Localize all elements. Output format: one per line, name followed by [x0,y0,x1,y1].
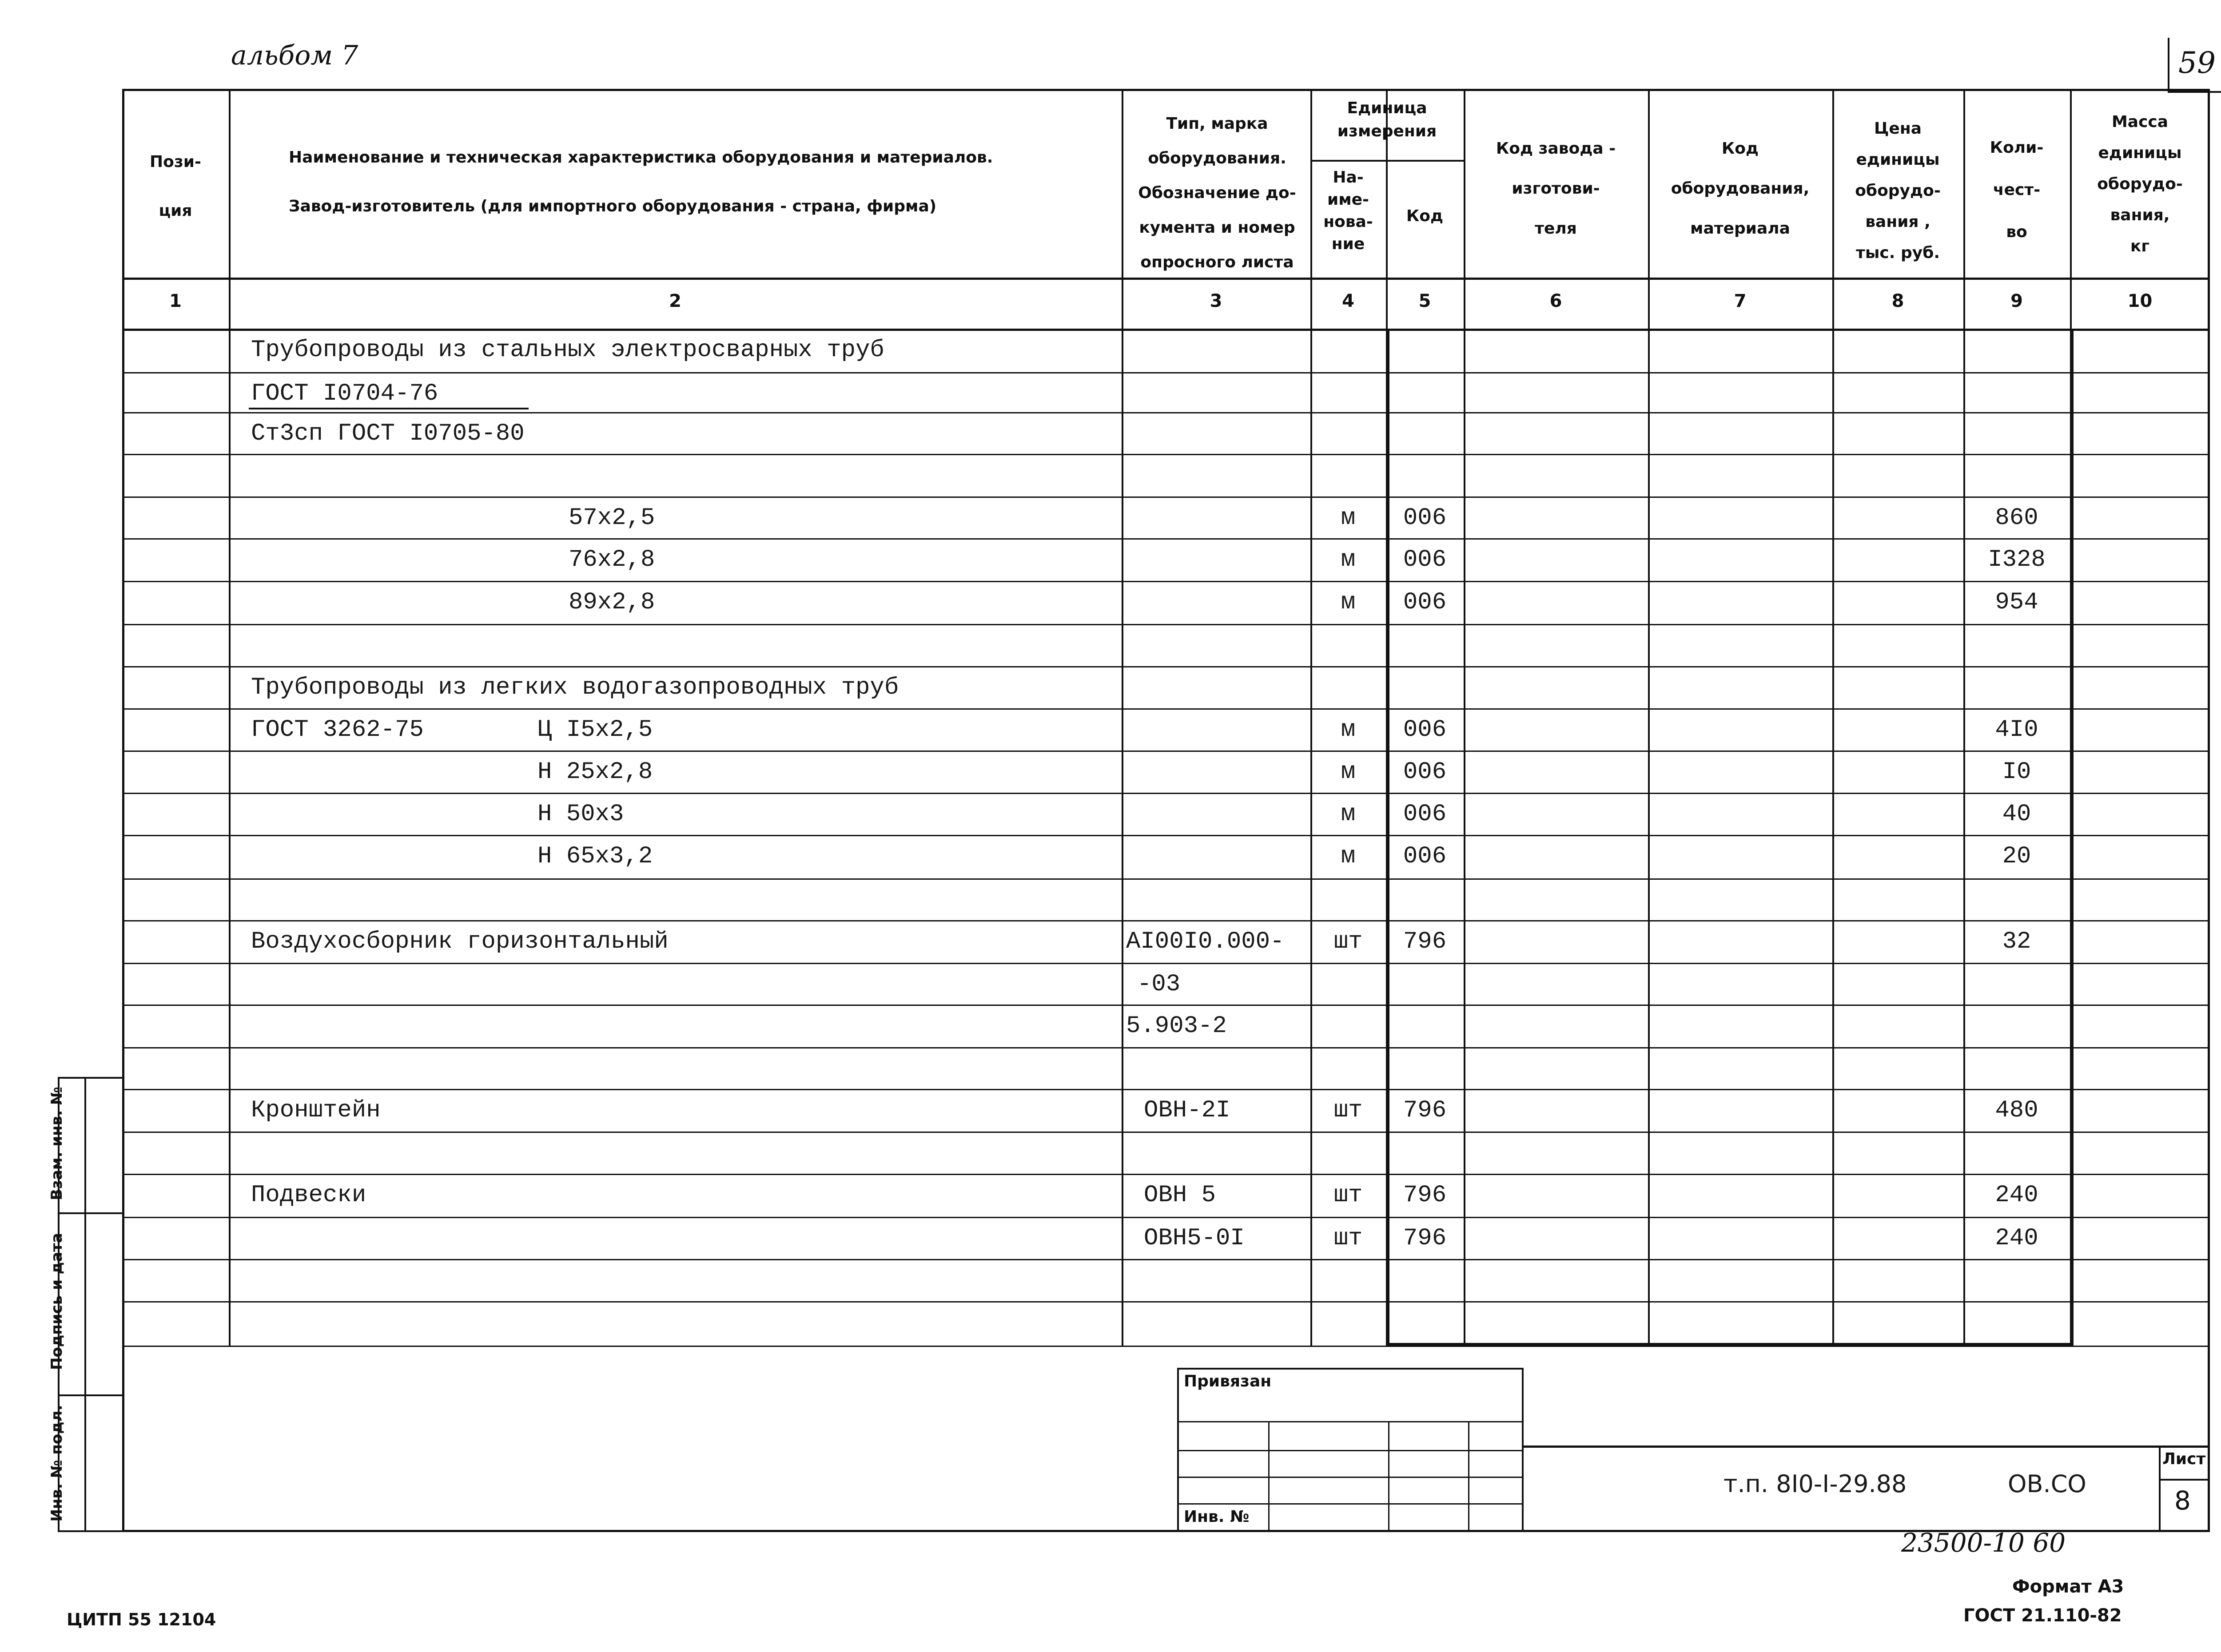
column-number: 8 [1891,291,1904,311]
row-name-size: Ц I5x2,5 [537,716,653,743]
footer-left: ЦИТП 55 12104 [67,1610,216,1629]
header-position-line: Пози- [150,153,201,171]
row-type: ОВН5-0I [1144,1225,1245,1252]
header-mass-line: вания, [2110,206,2170,224]
header-type-line: Обозначение до- [1138,184,1296,202]
format-label: Формат А3 [2012,1577,2124,1597]
album-label: альбом 7 [231,40,358,71]
column-number: 2 [669,291,681,311]
row-divider [122,1047,2210,1048]
handwritten-number: 23500-10 60 [1901,1528,2066,1558]
row-quantity: 40 [2002,801,2031,828]
row-unit: м [1341,843,1356,870]
side-label-inv: Инв. № подл. [48,1405,66,1522]
header-mass-line: оборудо- [2097,175,2183,193]
privyazan-label: Привязан [1184,1372,1272,1390]
row-unit: шт [1333,1097,1363,1124]
row-unit: м [1341,758,1356,786]
row-unit-code: 796 [1403,1182,1447,1209]
row-quantity: 954 [1995,589,2038,616]
header-quantity [1963,127,2070,253]
header-type-line: опросного листа [1140,253,1294,271]
row-divider [122,920,2210,921]
header-equipment-code-line: материала [1690,219,1790,238]
row-quantity: I0 [2002,758,2031,786]
row-divider [122,454,2210,455]
row-divider [122,1259,2210,1260]
header-mass-line: кг [2130,237,2150,255]
header-type-line: кумента и номер [1139,218,1295,237]
header-unit-name [1310,167,1386,255]
row-quantity: 32 [2002,928,2031,955]
row-unit-code: 006 [1403,546,1447,573]
header-unit-name-line: На- [1333,168,1364,187]
header-position [122,138,229,235]
gost-label: ГОСТ 21.110-82 [1963,1605,2122,1626]
row-unit: шт [1333,928,1363,955]
row-divider [122,581,2210,582]
header-name-line: Завод-изготовитель (для импортного оборудования - страна, фирма) [289,197,937,215]
row-name-size: Н 65x3,2 [537,843,653,870]
row-unit-code: 006 [1403,716,1447,743]
thick-bottom [1386,1343,2074,1346]
header-type-line: Тип, марка [1166,115,1268,133]
header-position-line: ция [159,202,192,220]
side-label-signature: Подпись и дата [48,1233,66,1370]
number-row-divider [122,329,2210,331]
row-type: АI00I0.000- [1126,928,1285,955]
header-name-line: Наименование и техническая характеристика оборудования и материалов. [289,148,993,167]
row-unit-code: 006 [1403,589,1447,616]
row-divider [122,624,2210,625]
header-type [1126,107,1308,280]
row-unit-code: 006 [1403,843,1447,870]
row-name: 57x2,5 [569,504,655,532]
row-name: Воздухосборник горизонтальный [251,928,669,955]
row-name: 76x2,8 [569,546,655,573]
row-name-size: Н 50x3 [537,801,624,828]
header-unit-name-line: нова- [1323,213,1373,231]
header-price-line: тыс. руб. [1855,244,1940,262]
row-quantity: 240 [1995,1182,2038,1209]
row-name-size: Н 25x2,8 [537,758,653,786]
header-quantity-line: Коли- [1990,139,2044,157]
inv-no-label: Инв. № [1184,1508,1250,1526]
row-divider [122,1301,2210,1303]
row-divider [122,496,2210,498]
row-unit-code: 796 [1403,1097,1447,1124]
row-divider [122,878,2210,880]
row-divider [122,963,2210,964]
row-quantity: 860 [1995,504,2038,532]
page-number: 59 [2178,46,2216,80]
row-name: ГОСТ 3262-75 [251,716,424,743]
column-number: 10 [2127,291,2153,311]
sheet-number: 8 [2174,1485,2191,1516]
column-number: 4 [1342,291,1354,311]
row-unit-code: 796 [1403,1225,1447,1252]
row-type: ОВН 5 [1144,1182,1216,1209]
row-divider [122,538,2210,540]
row-quantity: 4I0 [1995,716,2038,743]
sheet-label: Лист [2162,1450,2206,1468]
column-number: 3 [1210,291,1222,311]
row-unit: м [1341,589,1356,616]
document-mark: ОВ.СО [2008,1470,2086,1498]
row-divider [122,835,2210,836]
row-unit: шт [1333,1225,1363,1252]
column-number: 7 [1734,291,1747,311]
header-mass-line: Масса [2111,113,2169,131]
title-underline [249,408,529,409]
row-name: Ст3сп ГОСТ I0705-80 [251,420,525,447]
row-name: ГОСТ I0704-76 [251,380,438,407]
row-divider [122,1089,2210,1090]
header-unit [1310,97,1464,143]
row-divider [122,1174,2210,1175]
row-unit: шт [1333,1182,1363,1209]
row-quantity: 20 [2002,843,2031,870]
row-divider [122,372,2210,373]
row-divider [122,1132,2210,1133]
thick-right [2070,329,2074,1346]
header-quantity-line: чест- [1993,181,2041,199]
header-price [1832,113,1963,269]
header-equipment-code [1648,129,1832,249]
row-name: 89x2,8 [569,589,655,616]
column-number: 6 [1549,291,1562,311]
column-number: 5 [1418,291,1431,311]
row-divider [122,708,2210,710]
column-number: 1 [169,291,182,311]
row-unit: м [1341,546,1356,573]
row-unit: м [1341,504,1356,532]
row-unit-code: 796 [1403,928,1447,955]
header-unit-name-line: име- [1327,191,1369,209]
row-quantity: 240 [1995,1225,2038,1252]
row-divider [122,666,2210,667]
row-quantity: I328 [1988,546,2046,573]
row-divider [122,1217,2210,1218]
header-mass [2070,107,2210,262]
header-price-line: Цена [1874,119,1922,138]
header-price-line: оборудо- [1855,182,1941,200]
header-equipment-code-line: оборудования, [1671,179,1810,198]
row-type: -03 [1137,971,1181,998]
header-name [289,133,1119,231]
document-code: т.п. 8I0-I-29.88 [1723,1470,1907,1498]
row-name: Подвески [251,1182,366,1209]
header-type-line: оборудования. [1148,149,1286,167]
row-quantity: 480 [1995,1097,2038,1124]
row-name: Трубопроводы из легких водогазопроводных труб [251,674,899,701]
row-divider [122,793,2210,794]
header-unit-line: измерения [1337,122,1437,140]
row-unit-code: 006 [1403,801,1447,828]
header-unit-name-line: ние [1331,235,1365,253]
header-price-line: единицы [1856,151,1940,169]
header-factory-code-line: Код завода - [1496,139,1616,158]
row-unit-code: 006 [1403,758,1447,786]
row-divider [122,1005,2210,1006]
unit-subdivider [1310,160,1464,162]
header-unit-code [1386,202,1464,230]
row-divider [122,751,2210,752]
column-number: 9 [2010,291,2023,311]
header-unit-code-line: Код [1406,207,1444,225]
header-factory-code-line: изготови- [1512,179,1600,198]
header-equipment-code-line: Код [1721,139,1759,158]
header-factory-code-line: теля [1535,219,1577,238]
header-unit-line: Единица [1347,99,1427,117]
side-label-vzam: Взам. инв. № [48,1087,66,1200]
header-price-line: вания , [1865,213,1930,231]
header-mass-line: единицы [2098,144,2182,162]
header-quantity-line: во [2006,223,2027,241]
side-strip [58,1077,124,1532]
row-unit: м [1341,801,1356,828]
row-type: ОВН-2I [1144,1097,1230,1124]
page-number-box [2168,38,2221,93]
row-divider [122,412,2210,413]
row-name: Трубопроводы из стальных электросварных труб [251,337,884,364]
row-unit: м [1341,716,1356,743]
header-factory-code [1464,129,1648,249]
row-type: 5.903-2 [1126,1013,1227,1040]
row-unit-code: 006 [1403,504,1447,532]
row-name: Кронштейн [251,1097,381,1124]
